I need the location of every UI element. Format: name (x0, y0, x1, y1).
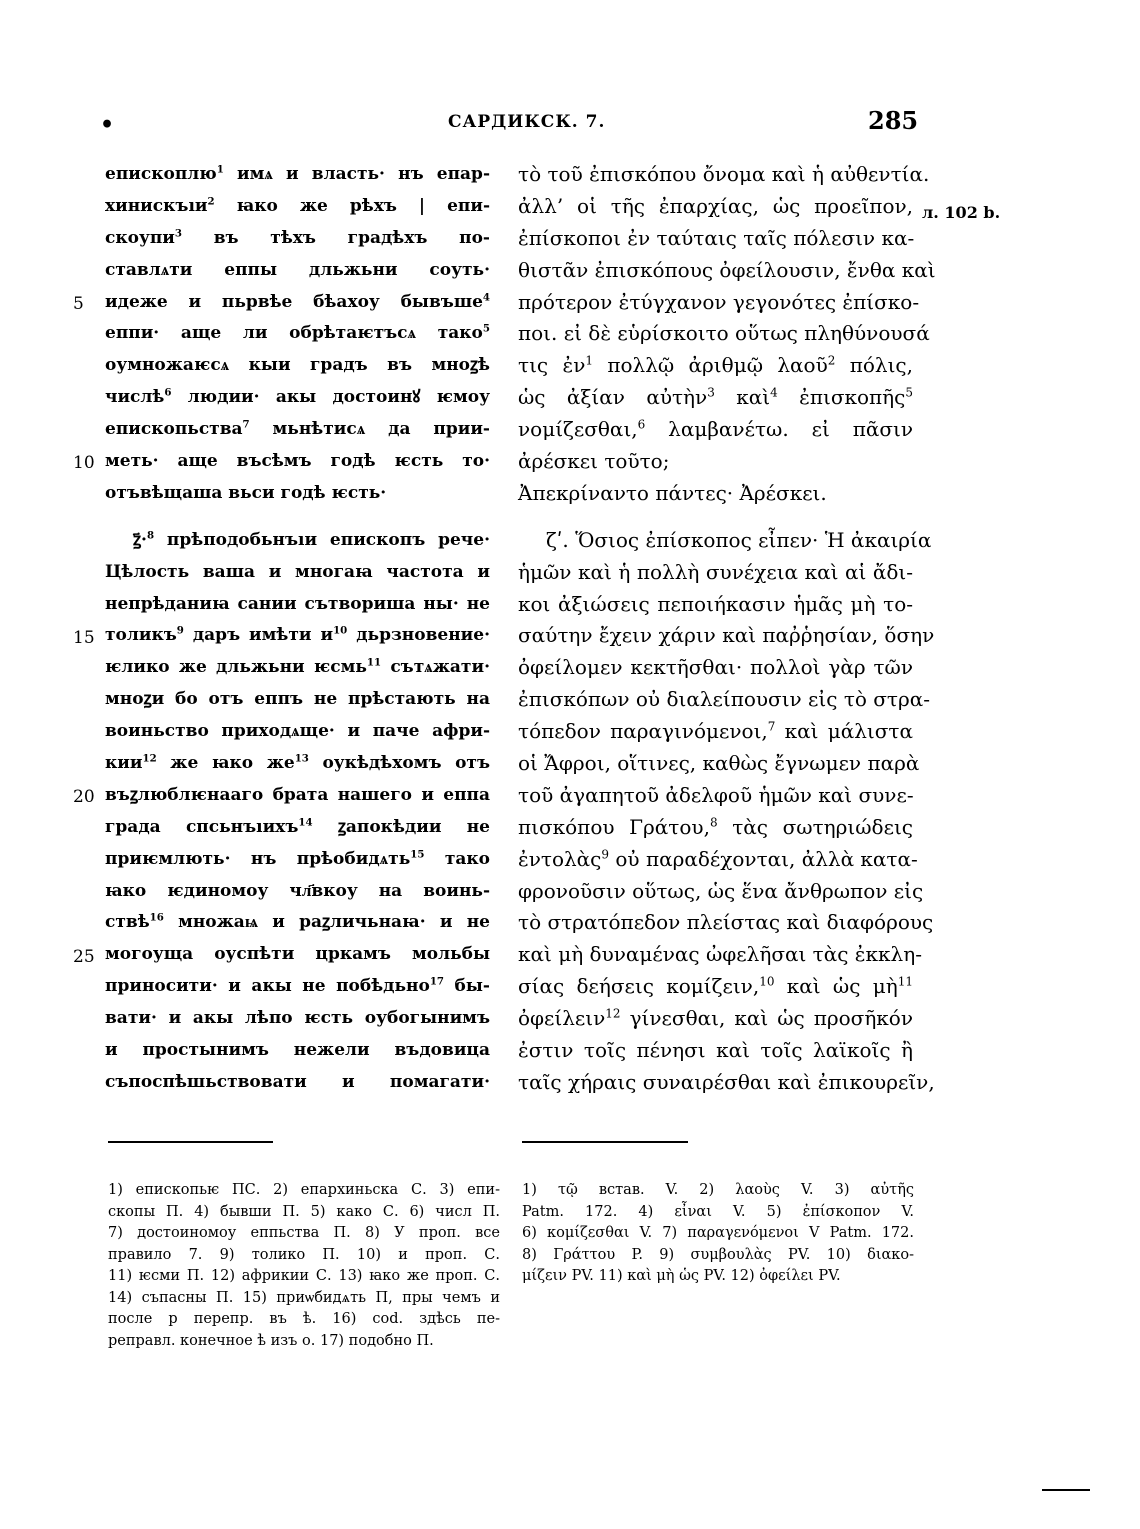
slavonic-text-column (105, 159, 490, 1099)
text-line: ἐπίσκοποι ἐν ταύταις ταῖς πόλεσιν κα- (518, 225, 915, 250)
text-line: епископьства$^7$ мьнѣтисѧ да прии- (105, 418, 490, 440)
footnote-line: 1) τῷ встав. V. 2) λαοὺς V. 3) αὐτῆς (522, 1182, 914, 1198)
text-line: отъвѣщаша вьси годѣ ѥсть· (105, 482, 387, 503)
page-number: 285 (868, 106, 919, 135)
footnote-line: скопы П. 4) бывши П. 5) како С. 6) числ П. (108, 1203, 500, 1220)
footnote-line: 7) достоиномоу еппьства П. 8) У проп. все (108, 1225, 500, 1241)
text-line: ἀρέσκει τοῦτο; (518, 449, 670, 474)
line-number: 25 (73, 946, 95, 967)
line-number: 15 (73, 627, 95, 648)
text-line: ѥлико же дльжьни ѥсмь$^{11}$ сътѧжати· (105, 656, 490, 678)
text-line: ζʹ. Ὅσιος ἐπίσκοπος εἶπεν· Ἡ ἀκαιρία (546, 527, 932, 552)
folio-margin-note: л. 102 b. (922, 203, 1001, 222)
greek-text-column (518, 159, 936, 1099)
paragraph-gap (518, 510, 913, 525)
text-line: ἐπισκόπων οὐ διαλείπουσιν εἰς τὸ στρα- (518, 687, 931, 712)
footnote-rule-left (108, 1141, 273, 1143)
footnote-line: реправл. конечное ѣ изъ о. 17) подобно П. (108, 1332, 434, 1349)
footnote-line: μίζειν PV. 11) καὶ μὴ ὡς PV. 12) ὀφείλει PV. (522, 1268, 841, 1284)
text-line: кии$^{12}$ же ꙗко $же^{13}$ оукѣдѣхомъ отъ (105, 752, 490, 774)
text-line: идеже и пьрвѣе бѣахоу бывъше$^4$ (105, 290, 490, 312)
running-head: САРДИКСК. 7. (448, 112, 606, 132)
text-line: приносити· и акы не побѣдьно$^{17}$ бы- (105, 975, 490, 997)
text-line: καὶ μὴ δυναμένας ὠφελῆσαι τὰς ἐκκλη- (518, 942, 922, 967)
text-line: ἀλλ’ οἱ τῆς ἐπαρχίας, ὡς προεῖπον, (518, 193, 913, 218)
text-line: ὡς ἀξίαν αὐτὴν$^3$ καὶ$^4$ ἐπισκοπῆς$^5$ (518, 385, 913, 410)
footnote-rule-right (522, 1141, 688, 1143)
text-line: града спсьнъıихъ$^{14}$ ꙁапокѣдии не (105, 816, 490, 837)
text-line: Цѣлость ваша и многаꙗ частота и (105, 561, 490, 582)
footnotes-greek (522, 1180, 914, 1288)
text-line: θιστᾶν ἐπισκόπους ὀφείλουσιν, ἔνθα καὶ (518, 257, 936, 282)
text-line: πισκόπου Γράτου,$^8$ τὰς σωτηριώδεις (518, 814, 913, 839)
text-line: мноꙁи бо отъ еппъ не прѣстають на (105, 689, 490, 710)
text-line: воиньство приходѧще· и паче афри- (105, 721, 490, 742)
footnote-line: Patm. 172. 4) εἶναι V. 5) ἐπίσκοπον V. (522, 1203, 914, 1220)
text-line: τόπεδον παραγινόμενοι,$^7$ καὶ μάλιστα (518, 719, 913, 744)
text-line: σίας δεήσεις κομίζειν,$^{10}$ καὶ ὡς μὴ$^{11}$ (518, 974, 913, 999)
footnote-line: 14) съпасны П. 15) приѡбидѧть П, пры чемъ и (108, 1289, 500, 1306)
text-line: ποι. εἰ δὲ εὑρίσκοιτο οὕτως πληθύνουσά (518, 321, 930, 346)
text-line: τις ἐν$^1$ πολλῷ ἀριθμῷ λαοῦ$^2$ πόλις, (518, 353, 913, 378)
footnotes-slavonic (108, 1180, 500, 1352)
text-line: епископлю$^1$ имѧ и власть· нъ епар- (105, 163, 490, 184)
text-line: хинискъıи$^2$ ꙗко же рѣхъ | епи- (105, 195, 490, 216)
footnote-line: 1) епископьѥ ПС. 2) епархиньска С. 3) епи- (108, 1182, 500, 1198)
footnote-line: 8) Γράττου P. 9) συμβουλὰς PV. 10) διακο- (522, 1246, 914, 1263)
footnote-line: 11) ѥсми П. 12) африкии С. 13) ꙗко же проп. С. (108, 1268, 500, 1284)
text-line: ἐντολὰς$^9$ οὐ παραδέχονται, ἀλλὰ κατα- (518, 846, 918, 871)
text-line: еппи· аще ли обрѣтаѥтъсѧ тако$^5$ (105, 322, 490, 344)
text-line: могоуща оуспѣти цркамъ мольбы (105, 944, 490, 965)
footnote-line: после р перепр. въ ѣ. 16) cod. здѣсь пе- (108, 1311, 500, 1327)
line-number: 20 (73, 787, 95, 808)
line-number: 5 (73, 293, 84, 314)
text-line: съпоспѣшьствовати и помагати· (105, 1071, 490, 1092)
text-line: τοῦ ἀγαπητοῦ ἀδελφοῦ ἡμῶν καὶ συνε- (518, 782, 914, 807)
line-number: 10 (73, 453, 95, 474)
text-line: ἐστιν τοῖς πένησι καὶ τοῖς λαϊκοῖς ἢ (518, 1038, 913, 1063)
text-line: ὀφείλειν$^{12}$ γίνεσθαι, καὶ ὡς προσῆκόν (518, 1006, 913, 1031)
text-line: ὀφείλομεν κεκτῆσθαι· πολλοὶ γὰρ τῶν (518, 655, 913, 680)
text-line: ствѣ$^{16}$ множаѩ и раꙁличьнаꙗ· и не (105, 911, 490, 933)
paragraph-gap (105, 510, 490, 525)
text-line: σαύτην ἔχειν χάριν καὶ παῤῥησίαν, ὅσην (518, 623, 935, 648)
text-line: ἡμῶν καὶ ἡ πολλὴ συνέχεια καὶ αἱ ἄδι- (518, 559, 913, 584)
text-line: νομίζεσθαι,$^6$ λαμβανέτω. εἰ πᾶσιν (518, 417, 913, 442)
text-line: вати· и акы лѣпо ѥсть оубогынимъ (105, 1008, 490, 1029)
text-line: скоупи$^3$ въ тѣхъ градѣхъ по- (105, 227, 490, 248)
text-line: ꙁ҃·$^8$ прѣподобьнъıи епископъ рече· (133, 529, 490, 550)
text-line: κοι ἀξιώσεις πεποιήκασιν ἡμᾶς μὴ το- (518, 591, 913, 616)
footnote-line: 6) κομίζεσθαι V. 7) παραγενόμενοι V Patm. 172. (522, 1225, 914, 1241)
edge-mark (1042, 1489, 1090, 1491)
footnote-line: правило 7. 9) толико П. 10) и проп. С. (108, 1246, 500, 1263)
text-line: ставлѧти еппы дльжьни соуть· (105, 259, 490, 280)
text-line: и простынимъ нежели въдовица (105, 1040, 490, 1061)
text-line: τὸ τοῦ ἐπισκόπου ὄνομα καὶ ἡ αὐθεντία. (518, 162, 930, 186)
text-line: ταῖς χήραις συναιρέσθαι καὶ ἐπικουρεῖν, (518, 1069, 935, 1094)
text-line: числѣ$^6$ людии· акы достоинꙋ ѥмоу (105, 386, 490, 408)
text-line: Ἀπεκρίναντο πάντες· Ἀρέσκει. (518, 480, 827, 505)
text-line: толикъ$^9$ даръ имѣти $и^{10}$ дьрзновение· (105, 624, 491, 646)
text-line: τὸ στρατόπεδον πλείστας καὶ διαφόρους (518, 910, 934, 935)
header-mark: • (100, 112, 115, 138)
text-line: приѥмлють· нъ прѣобидѧть$^{15}$ тако (105, 848, 490, 869)
text-line: меть· аще въсѣмъ годѣ ѥсть то· (105, 451, 490, 472)
text-line: φρονοῦσιν οὕτως, ὡς ἕνα ἄνθρωπον εἰς (518, 878, 924, 903)
text-line: πρότερον ἐτύγχανον γεγονότες ἐπίσκο- (518, 289, 920, 314)
text-line: непрѣданиꙗ сании сътвориша ны· не (105, 593, 490, 614)
text-line: въꙁлюблѥнааго брата нашего и еппа (105, 784, 490, 805)
text-line: оумножаѥсѧ кыи градъ въ мноꙁѣ (105, 355, 490, 376)
text-line: οἱ Ἄφροι, οἵτινες, καθὼς ἔγνωμεν παρὰ (518, 751, 920, 776)
text-line: ꙗко ѥдиномоу чл҃вкоу на воинь- (105, 880, 490, 901)
